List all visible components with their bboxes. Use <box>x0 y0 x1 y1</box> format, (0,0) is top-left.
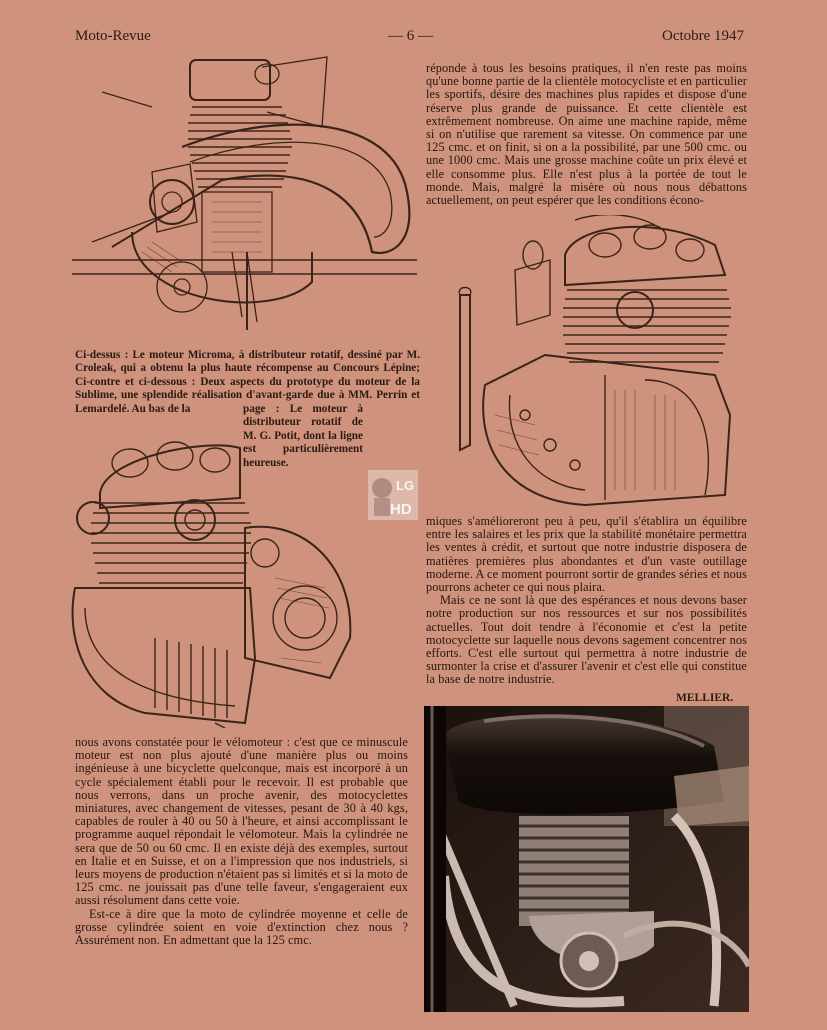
photo-content <box>424 706 749 1012</box>
magazine-title: Moto-Revue <box>75 28 151 44</box>
watermark-text-2: HD <box>390 501 412 518</box>
watermark-text-1: LG <box>396 478 415 493</box>
article-text-left-bottom <box>75 736 408 947</box>
page-number: — 6 — <box>388 28 433 44</box>
microma-engine-illustration <box>72 52 417 330</box>
issue-date: Octobre 1947 <box>662 28 745 44</box>
article-paragraph: nous avons constatée pour le vélomoteur : c'est que ce minuscule moteur est non plus ajouté d'une manière plus ou moins ingénieuse à une bicyclette quelconque, mais est incorporé à un cycle spécialement établi pour le recevoir. Il est probable que nous verrons, dans un proche avenir, des motocyclettes miniatures, avec changement de vitesses, pesant de 30 à 40 kgs, capables de rouler à 40 ou 50 à l'heure, et ainsi accomplissant le programme auquel répondait le vélomoteur. Mais la cylindrée ne sera que de 50 ou 60 cmc. Il en existe déjà des exemples, surtout en Italie et en Suisse, et on a l'impression que nos industriels, si leurs moyens de production n'étaient pas si limités et si la moto de 125 cmc. ne jouissait pas d'une telle faveur, s'engageraient eux aussi résolument dans cette voie. <box>75 735 408 908</box>
article-text-right-top <box>426 62 747 207</box>
author-signature: MELLIER. <box>676 692 734 704</box>
article-paragraph: réponde à tous les besoins pratiques, il n'en reste pas moins qu'une bonne partie de la clientèle motocycliste et en particulier les sportifs, désire des machines plus rapides et dispose d'une réserve plus grande de puissance. Et cette clientèle est extrêmement nombreuse. On aime une machine rapide, même si on n'utilise que rarement sa vitesse. On commence par une 125 cmc. et on finit, si on a la possibilité, par une 500 cmc. ou une 1000 cmc. Mais une grosse machine coûte un prix élevé et elle consomme plus. Elle n'est plus à la portée de tout le monde. Mais, malgré la misère où nous nous débattons actuellement, on peut espérer que les conditions écono- <box>426 61 747 208</box>
article-paragraph: Est-ce à dire que la moto de cylindrée moyenne et celle de grosse cylindrée soient en voie d'extinction chez nous ? Assurément non. En admettant que la 125 cmc. <box>75 906 408 948</box>
sublime-engine-front-illustration <box>65 438 395 728</box>
potit-engine-photo <box>424 706 749 1012</box>
article-text-right-mid <box>426 515 747 687</box>
figure-caption-continued: page : Le moteur à distributeur rotatif de M. G. Potit, dont la ligne est particulièrement heureuse. <box>243 403 363 469</box>
sublime-engine-side-illustration <box>455 215 740 510</box>
article-paragraph: Mais ce ne sont là que des espérances et nous devons baser notre production sur nos ressources et sur nos possibilités actuelles. Tout doit tendre à l'économie et c'est la petite motocyclette sur laquelle nous devons sagement concentrer nos efforts. C'est elle surtout qui permettra à notre industrie de surmonter la crise et d'assurer l'avenir et c'est elle qui constitue la base de notre industrie. <box>426 593 747 687</box>
article-paragraph: miques s'amélioreront peu à peu, qu'il s'établira un équilibre entre les salaires et les prix que la stabilité monétaire permettra les ventes à crédit, et surtout que notre industrie disposera de matières premières plus abondantes et d'un vaste outillage moderne. A ce moment pourront sortir de grandes séries et nous pourrons acheter ce qui nous plaira. <box>426 514 747 595</box>
figure-caption: Ci-dessus : Le moteur Microma, à distributeur rotatif, dessiné par M. Croleak, qui a obtenu la plus haute récompense au Concours Lépine; Ci-contre et ci-dessous : Deux aspects du prototype du moteur de la Sublime, une splendide réalisation d'avant-garde due à MM. Perrin et Lemardelé. Au bas de la <box>75 349 420 415</box>
